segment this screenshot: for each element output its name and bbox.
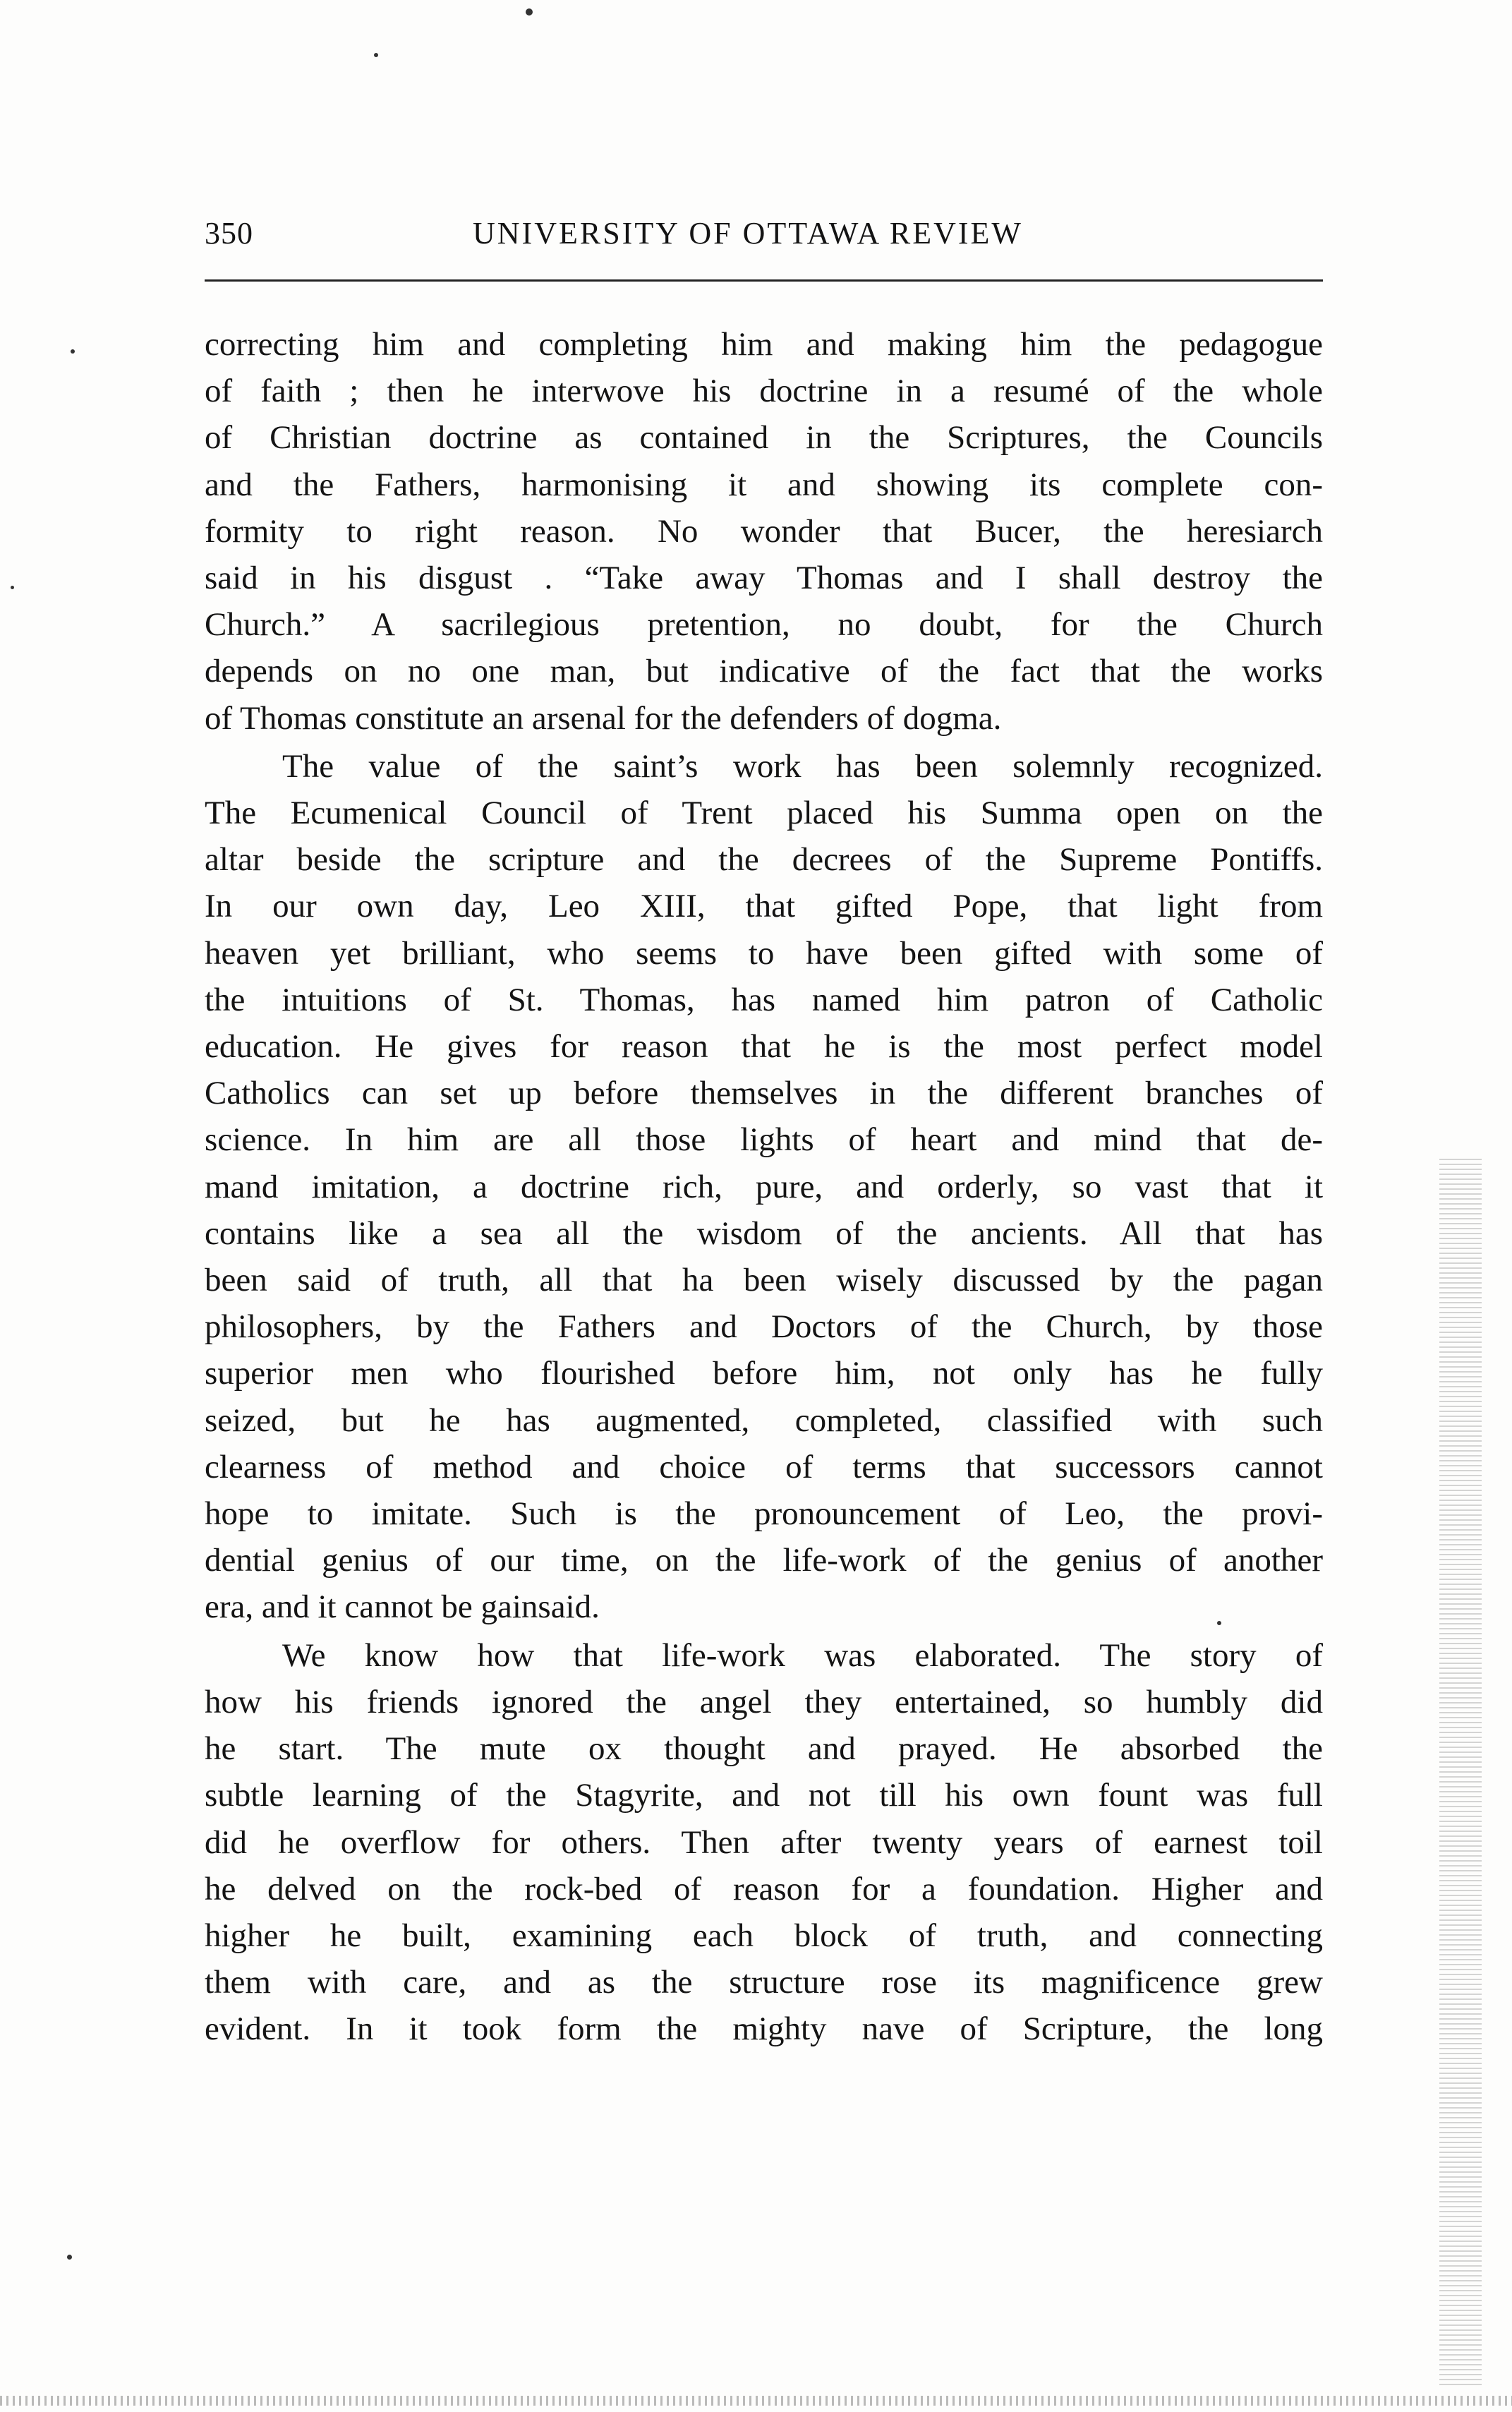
text-line: clearness of method and choice of terms that successors cannot [205, 1448, 1323, 1485]
text-line: The Ecumenical Council of Trent placed his Summa open on the [205, 795, 1323, 832]
text-line: hope to imitate. Such is the pronouncement of Leo, the provi- [205, 1495, 1323, 1533]
paragraph [205, 743, 1323, 1631]
scan-speck [526, 8, 533, 16]
text-line: correcting him and completing him and making him the pedagogue [205, 326, 1323, 363]
text-line: he start. The mute ox thought and prayed. He absorbed the [205, 1730, 1323, 1768]
text-line: dential genius of our time, on the life-work of the genius of another [205, 1542, 1323, 1579]
scan-speck [1217, 1621, 1221, 1625]
page-number: 350 [205, 216, 253, 251]
text-line: he delved on the rock-bed of reason for a foundation. Higher and [205, 1870, 1323, 1907]
scan-speck [11, 586, 14, 589]
running-head: UNIVERSITY OF OTTAWA REVIEW [473, 216, 1023, 251]
text-line: contains like a sea all the wisdom of the ancients. All that has [205, 1214, 1323, 1252]
text-line: altar beside the scripture and the decrees of the Supreme Pontiffs. [205, 841, 1323, 879]
body-text [205, 321, 1323, 2053]
text-line: We know how that life-work was elaborated. The story of [282, 1636, 1323, 1674]
text-line: subtle learning of the Stagyrite, and not till his own fount was full [205, 1777, 1323, 1814]
header-rule [205, 279, 1323, 282]
scan-speck [71, 349, 75, 354]
text-line: Church.” A sacrilegious pretention, no doubt, for the Church [205, 606, 1323, 644]
text-line: science. In him are all those lights of heart and mind that de- [205, 1121, 1323, 1159]
text-line: The value of the saint’s work has been solemnly recognized. [282, 747, 1323, 785]
text-line: said in his disgust . “Take away Thomas and I shall destroy the [205, 560, 1323, 597]
text-line: of faith ; then he interwove his doctrine in a resumé of the whole [205, 373, 1323, 410]
text-line: and the Fathers, harmonising it and showing its complete con- [205, 466, 1323, 503]
text-line: depends on no one man, but indicative of the fact that the works [205, 653, 1323, 690]
text-line: education. He gives for reason that he is the most perfect model [205, 1028, 1323, 1066]
scan-bottom-noise [0, 2396, 1512, 2406]
text-line: formity to right reason. No wonder that Bucer, the heresiarch [205, 512, 1323, 550]
text-line: heaven yet brilliant, who seems to have been gifted with some of [205, 934, 1323, 972]
scan-edge-noise [1439, 1157, 1482, 2385]
scan-speck [67, 2255, 72, 2260]
scan-speck [374, 53, 378, 57]
paragraph [205, 1632, 1323, 2053]
text-line: philosophers, by the Fathers and Doctors of the Church, by those [205, 1308, 1323, 1346]
text-line: did he overflow for others. Then after twenty years of earnest toil [205, 1823, 1323, 1861]
text-line: mand imitation, a doctrine rich, pure, and orderly, so vast that it [205, 1168, 1323, 1205]
text-line: Catholics can set up before themselves in the different branches of [205, 1075, 1323, 1112]
text-line: era, and it cannot be gainsaid. [205, 1588, 600, 1626]
text-line: superior men who flourished before him, not only has he fully [205, 1355, 1323, 1392]
text-line: higher he built, examining each block of truth, and connecting [205, 1917, 1323, 1954]
text-line: In our own day, Leo XIII, that gifted Pope, that light from [205, 888, 1323, 925]
text-line: of Christian doctrine as contained in the Scriptures, the Councils [205, 419, 1323, 457]
paragraph [205, 321, 1323, 742]
text-line: how his friends ignored the angel they entertained, so humbly did [205, 1683, 1323, 1720]
text-line: them with care, and as the structure rose its magnificence grew [205, 1964, 1323, 2001]
text-line: the intuitions of St. Thomas, has named him patron of Catholic [205, 981, 1323, 1018]
text-line: been said of truth, all that ha been wisely discussed by the pagan [205, 1262, 1323, 1299]
text-line: of Thomas constitute an arsenal for the defenders of dogma. [205, 699, 1002, 737]
text-line: seized, but he has augmented, completed, classified with such [205, 1401, 1323, 1439]
page-header [205, 215, 1323, 258]
text-line: evident. In it took form the mighty nave of Scripture, the long [205, 2010, 1323, 2048]
